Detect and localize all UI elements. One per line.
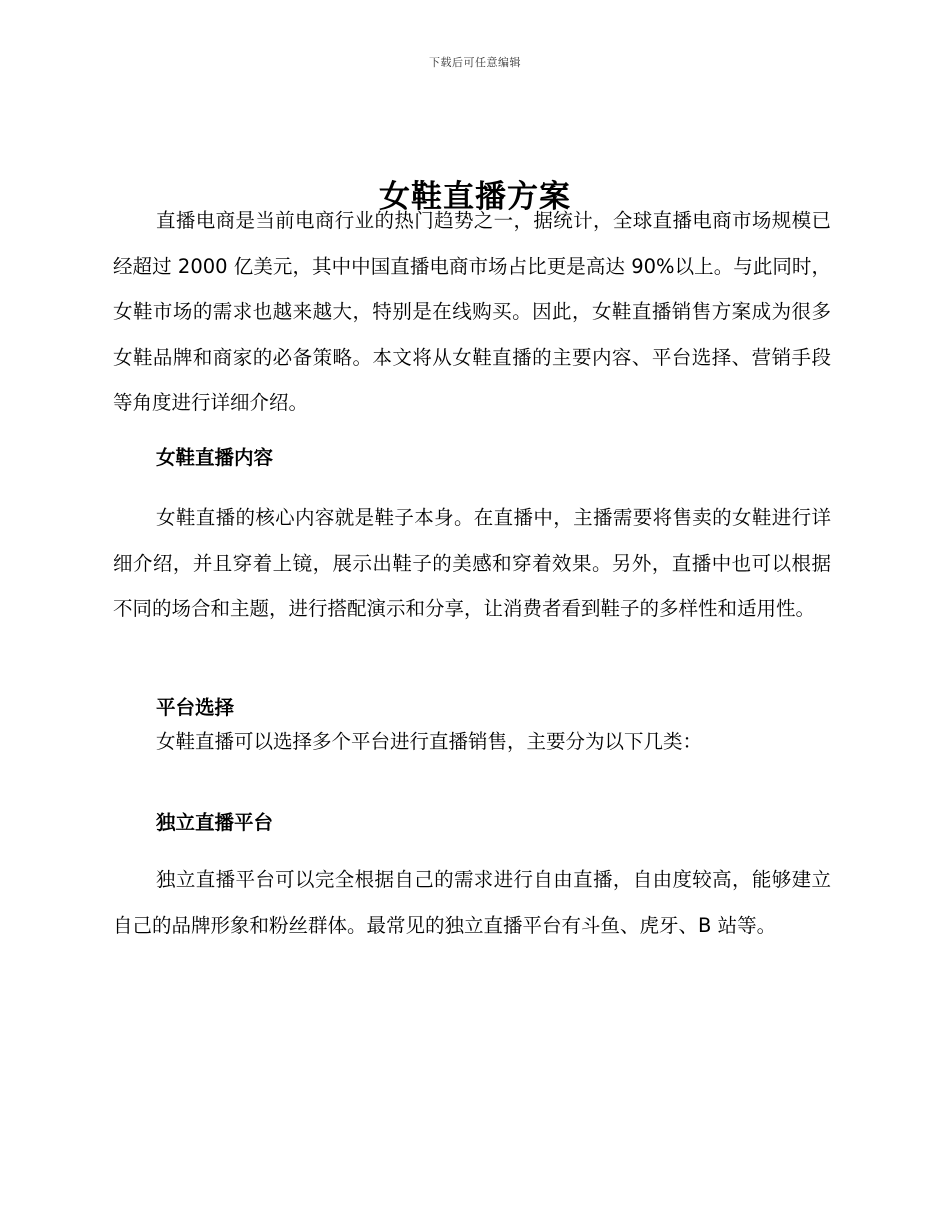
header-note: 下载后可任意编辑 [429, 56, 521, 69]
section-heading-platform: 平台选择 [156, 696, 235, 719]
section-heading-content: 女鞋直播内容 [156, 446, 274, 469]
content-paragraph: 女鞋直播的核心内容就是鞋子本身。在直播中，主播需要将售卖的女鞋进行详细介绍，并且穿着上镜，展示出鞋子的美感和穿着效果。另外，直播中也可以根据不同的场合和主题，进行搭配演示和分享，让消费者看到鞋子的多样性和适用性。 [113, 506, 831, 620]
platform-paragraph: 女鞋直播可以选择多个平台进行直播销售，主要分为以下几类： [156, 730, 703, 753]
independent-platform-paragraph: 独立直播平台可以完全根据自己的需求进行自由直播，自由度较高，能够建立自己的品牌形象和粉丝群体。最常见的独立直播平台有斗鱼、虎牙、B 站等。 [113, 868, 831, 937]
intro-paragraph: 直播电商是当前电商行业的热门趋势之一，据统计，全球直播电商市场规模已经超过 2000 亿美元，其中中国直播电商市场占比更是高达 90%以上。与此同时，女鞋市场的需求也越来越大，特别是在线购买。因此，女鞋直播销售方案成为很多女鞋品牌和商家的必备策略。本文将从女鞋直播的主要内容、平台选择、营销手段等角度进行详细介绍。 [113, 209, 831, 414]
section-heading-independent: 独立直播平台 [156, 811, 274, 834]
document-title: 女鞋直播方案 [379, 178, 571, 215]
